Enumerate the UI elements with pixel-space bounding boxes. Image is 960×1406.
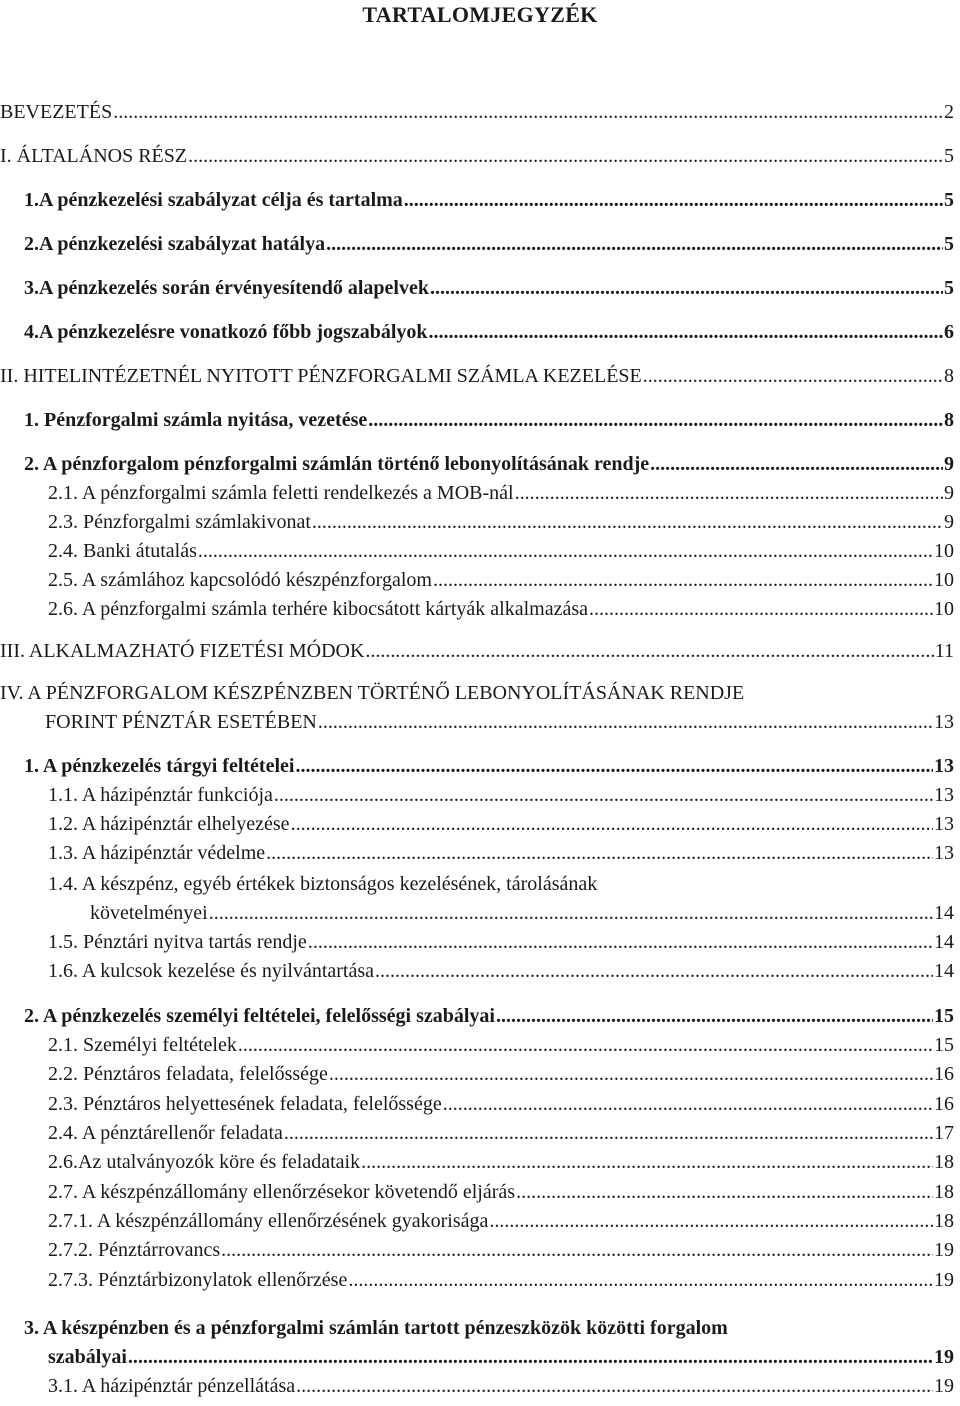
toc-entry-page: 11	[934, 640, 954, 662]
toc-entry-label: 3.1. A házipénztár pénzellátása	[48, 1375, 296, 1397]
toc-entry-label: 2. A pénzforgalom pénzforgalmi számlán történő lebonyolításának rendje	[24, 453, 650, 475]
toc-entry-label: III. ALKALMAZHATÓ FIZETÉSI MÓDOK	[0, 640, 365, 662]
toc-entry-page: 13	[934, 842, 954, 864]
dot-leader	[291, 813, 933, 836]
toc-entry-label: 2.A pénzkezelési szabályzat hatálya	[24, 233, 326, 255]
toc-entry-page: 18	[934, 1210, 954, 1232]
toc-entry-label: II. HITELINTÉZETNÉL NYITOTT PÉNZFORGALMI SZÁMLA KEZELÉSE	[0, 365, 642, 387]
dot-leader	[430, 277, 943, 300]
toc-entry-label: 2.3. Pénzforgalmi számlakivonat	[48, 511, 311, 533]
dot-leader	[404, 189, 943, 212]
toc-entry[interactable]	[24, 321, 954, 351]
toc-entry[interactable]	[24, 1005, 954, 1035]
toc-entry[interactable]	[48, 784, 954, 814]
toc-entry-label: 2.1. A pénzforgalmi számla feletti rendelkezés a MOB-nál	[48, 482, 514, 504]
dot-leader	[209, 902, 933, 925]
dot-leader	[375, 960, 933, 983]
dot-leader	[266, 842, 933, 865]
dot-leader	[365, 640, 933, 663]
dot-leader	[113, 101, 943, 124]
toc-entry[interactable]	[48, 1093, 954, 1123]
toc-entry-page: 14	[934, 931, 954, 953]
toc-entry[interactable]	[48, 1375, 954, 1405]
toc-entry-label[interactable]: 3. A készpénzben és a pénzforgalmi számlán tartott pénzeszközök közötti forgalom	[24, 1317, 728, 1339]
toc-entry-label: 2.2. Pénztáros feladata, felelőssége	[48, 1063, 328, 1085]
toc-entry-page: 16	[934, 1093, 954, 1115]
toc-entry-label-cont: követelményei	[90, 902, 208, 924]
dot-leader	[489, 1210, 933, 1233]
dot-leader	[238, 1034, 933, 1057]
toc-entry-page: 5	[944, 145, 954, 167]
toc-entry-page: 10	[934, 540, 954, 562]
dot-leader	[643, 365, 943, 388]
toc-entry[interactable]	[0, 145, 954, 175]
toc-entry-page: 5	[944, 277, 954, 299]
dot-leader	[443, 1093, 933, 1116]
dot-leader	[329, 1063, 933, 1086]
dot-leader	[308, 931, 933, 954]
toc-entry-label: 2.7.3. Pénztárbizonylatok ellenőrzése	[48, 1269, 348, 1291]
toc-entry-page: 2	[944, 101, 954, 123]
toc-entry-label-cont: szabályai	[48, 1346, 127, 1368]
toc-entry-page: 13	[934, 784, 954, 806]
toc-entry[interactable]	[48, 482, 954, 512]
toc-entry[interactable]	[48, 960, 954, 990]
toc-entry-label: 2.4. Banki átutalás	[48, 540, 197, 562]
toc-entry-page: 15	[934, 1005, 954, 1027]
toc-entry-label: BEVEZETÉS	[0, 101, 113, 123]
toc-entry-page: 5	[944, 233, 954, 255]
toc-entry-page: 14	[934, 960, 954, 982]
document-title: TARTALOMJEGYZÉK	[362, 2, 598, 27]
toc-entry[interactable]	[0, 101, 954, 131]
toc-entry-page: 13	[934, 813, 954, 835]
toc-entry[interactable]	[48, 569, 954, 599]
dot-leader	[326, 233, 943, 256]
dot-leader	[128, 1346, 933, 1369]
toc-entry[interactable]	[0, 365, 954, 395]
dot-leader	[361, 1151, 933, 1174]
toc-entry-label[interactable]: IV. A PÉNZFORGALOM KÉSZPÉNZBEN TÖRTÉNŐ LEBONYOLÍTÁSÁNAK RENDJE	[0, 682, 745, 704]
toc-entry-page: 8	[944, 365, 954, 387]
toc-entry-page: 8	[944, 409, 954, 431]
dot-leader	[650, 453, 943, 476]
toc-entry-page: 19	[934, 1269, 954, 1291]
toc-entry[interactable]	[90, 902, 954, 932]
toc-entry-label: 2.7.2. Pénztárrovancs	[48, 1239, 221, 1261]
dot-leader	[433, 569, 933, 592]
toc-entry[interactable]	[48, 1151, 954, 1181]
dot-leader	[348, 1269, 933, 1292]
toc-entry-page: 14	[934, 902, 954, 924]
dot-leader	[496, 1005, 933, 1028]
toc-entry[interactable]	[48, 1269, 954, 1299]
dot-leader	[515, 482, 943, 505]
toc-entry-page: 9	[944, 482, 954, 504]
toc-entry-page: 19	[934, 1375, 954, 1397]
toc-entry-page: 19	[934, 1239, 954, 1261]
toc-entry-page: 9	[944, 453, 954, 475]
dot-leader	[312, 511, 943, 534]
toc-entry[interactable]	[48, 1346, 954, 1376]
toc-entry-label: 2.4. A pénztárellenőr feladata	[48, 1122, 283, 1144]
toc-entry[interactable]	[48, 813, 954, 843]
dot-leader	[589, 598, 933, 621]
toc-entry-label: 1. Pénzforgalmi számla nyitása, vezetése	[24, 409, 368, 431]
toc-entry[interactable]	[0, 640, 954, 670]
toc-entry[interactable]	[48, 1122, 954, 1152]
toc-entry[interactable]	[48, 1181, 954, 1211]
toc-entry-label: 2.6. A pénzforgalmi számla terhére kibocsátott kártyák alkalmazása	[48, 598, 588, 620]
toc-entry-label: 1.6. A kulcsok kezelése és nyilvántartása	[48, 960, 375, 982]
dot-leader	[221, 1239, 933, 1262]
toc-entry-label: 1.3. A házipénztár védelme	[48, 842, 266, 864]
toc-entry-page: 9	[944, 511, 954, 533]
toc-entry-label: 2.7. A készpénzállomány ellenőrzésekor követendő eljárás	[48, 1181, 516, 1203]
toc-entry-label: 2.3. Pénztáros helyettesének feladata, felelőssége	[48, 1093, 442, 1115]
toc-entry[interactable]	[48, 1034, 954, 1064]
toc-entry[interactable]	[48, 842, 954, 872]
toc-entry-page: 13	[934, 711, 954, 733]
toc-entry-page: 16	[934, 1063, 954, 1085]
toc-entry[interactable]	[45, 711, 954, 741]
toc-entry[interactable]	[48, 540, 954, 570]
toc-entry-label: 2. A pénzkezelés személyi feltételei, felelősségi szabályai	[24, 1005, 495, 1027]
dot-leader	[188, 145, 943, 168]
toc-entry-page: 10	[934, 598, 954, 620]
dot-leader	[516, 1181, 933, 1204]
dot-leader	[429, 321, 943, 344]
toc-entry-label-cont: FORINT PÉNZTÁR ESETÉBEN	[45, 711, 317, 733]
toc-entry-page: 18	[934, 1151, 954, 1173]
toc-entry-label: 2.6.Az utalványozók köre és feladataik	[48, 1151, 361, 1173]
toc-entry[interactable]	[24, 409, 954, 439]
toc-entry[interactable]	[24, 453, 954, 483]
toc-entry-label: 1.A pénzkezelési szabályzat célja és tartalma	[24, 189, 403, 211]
toc-entry-label: 2.5. A számlához kapcsolódó készpénzforgalom	[48, 569, 432, 591]
toc-entry[interactable]	[24, 277, 954, 307]
dot-leader	[274, 784, 933, 807]
toc-entry-page: 15	[934, 1034, 954, 1056]
toc-entry-label: 1. A pénzkezelés tárgyi feltételei	[24, 755, 295, 777]
toc-entry-page: 10	[934, 569, 954, 591]
toc-entry-label: 1.1. A házipénztár funkciója	[48, 784, 273, 806]
dot-leader	[318, 711, 933, 734]
toc-entry[interactable]	[48, 511, 954, 541]
toc-entry[interactable]	[24, 755, 954, 785]
toc-entry-label: 1.2. A házipénztár elhelyezése	[48, 813, 290, 835]
dot-leader	[368, 409, 943, 432]
toc-entry-label: 2.1. Személyi feltételek	[48, 1034, 237, 1056]
toc-entry[interactable]	[48, 1239, 954, 1269]
toc-entry-page: 18	[934, 1181, 954, 1203]
toc-entry-label: 3.A pénzkezelés során érvényesítendő alapelvek	[24, 277, 429, 299]
dot-leader	[296, 1375, 933, 1398]
toc-entry-label: 4.A pénzkezelésre vonatkozó főbb jogszabályok	[24, 321, 428, 343]
toc-entry-page: 6	[944, 321, 954, 343]
toc-entry-label: 1.5. Pénztári nyitva tartás rendje	[48, 931, 307, 953]
toc-entry-page: 5	[944, 189, 954, 211]
toc-entry[interactable]	[24, 189, 954, 219]
toc-entry-page: 17	[934, 1122, 954, 1144]
toc-entry-label: I. ÁLTALÁNOS RÉSZ	[0, 145, 188, 167]
toc-entry-page: 13	[934, 755, 954, 777]
dot-leader	[284, 1122, 933, 1145]
toc-entry[interactable]	[48, 598, 954, 628]
toc-entry-page: 19	[934, 1346, 954, 1368]
dot-leader	[198, 540, 933, 563]
toc-entry-label[interactable]: 1.4. A készpénz, egyéb értékek biztonságos kezelésének, tárolásának	[48, 873, 598, 895]
toc-entry[interactable]	[48, 1063, 954, 1093]
toc-entry-label: 2.7.1. A készpénzállomány ellenőrzésének gyakorisága	[48, 1210, 489, 1232]
dot-leader	[295, 755, 933, 778]
toc-entry[interactable]	[48, 1210, 954, 1240]
toc-entry[interactable]	[48, 931, 954, 961]
toc-entry[interactable]	[24, 233, 954, 263]
